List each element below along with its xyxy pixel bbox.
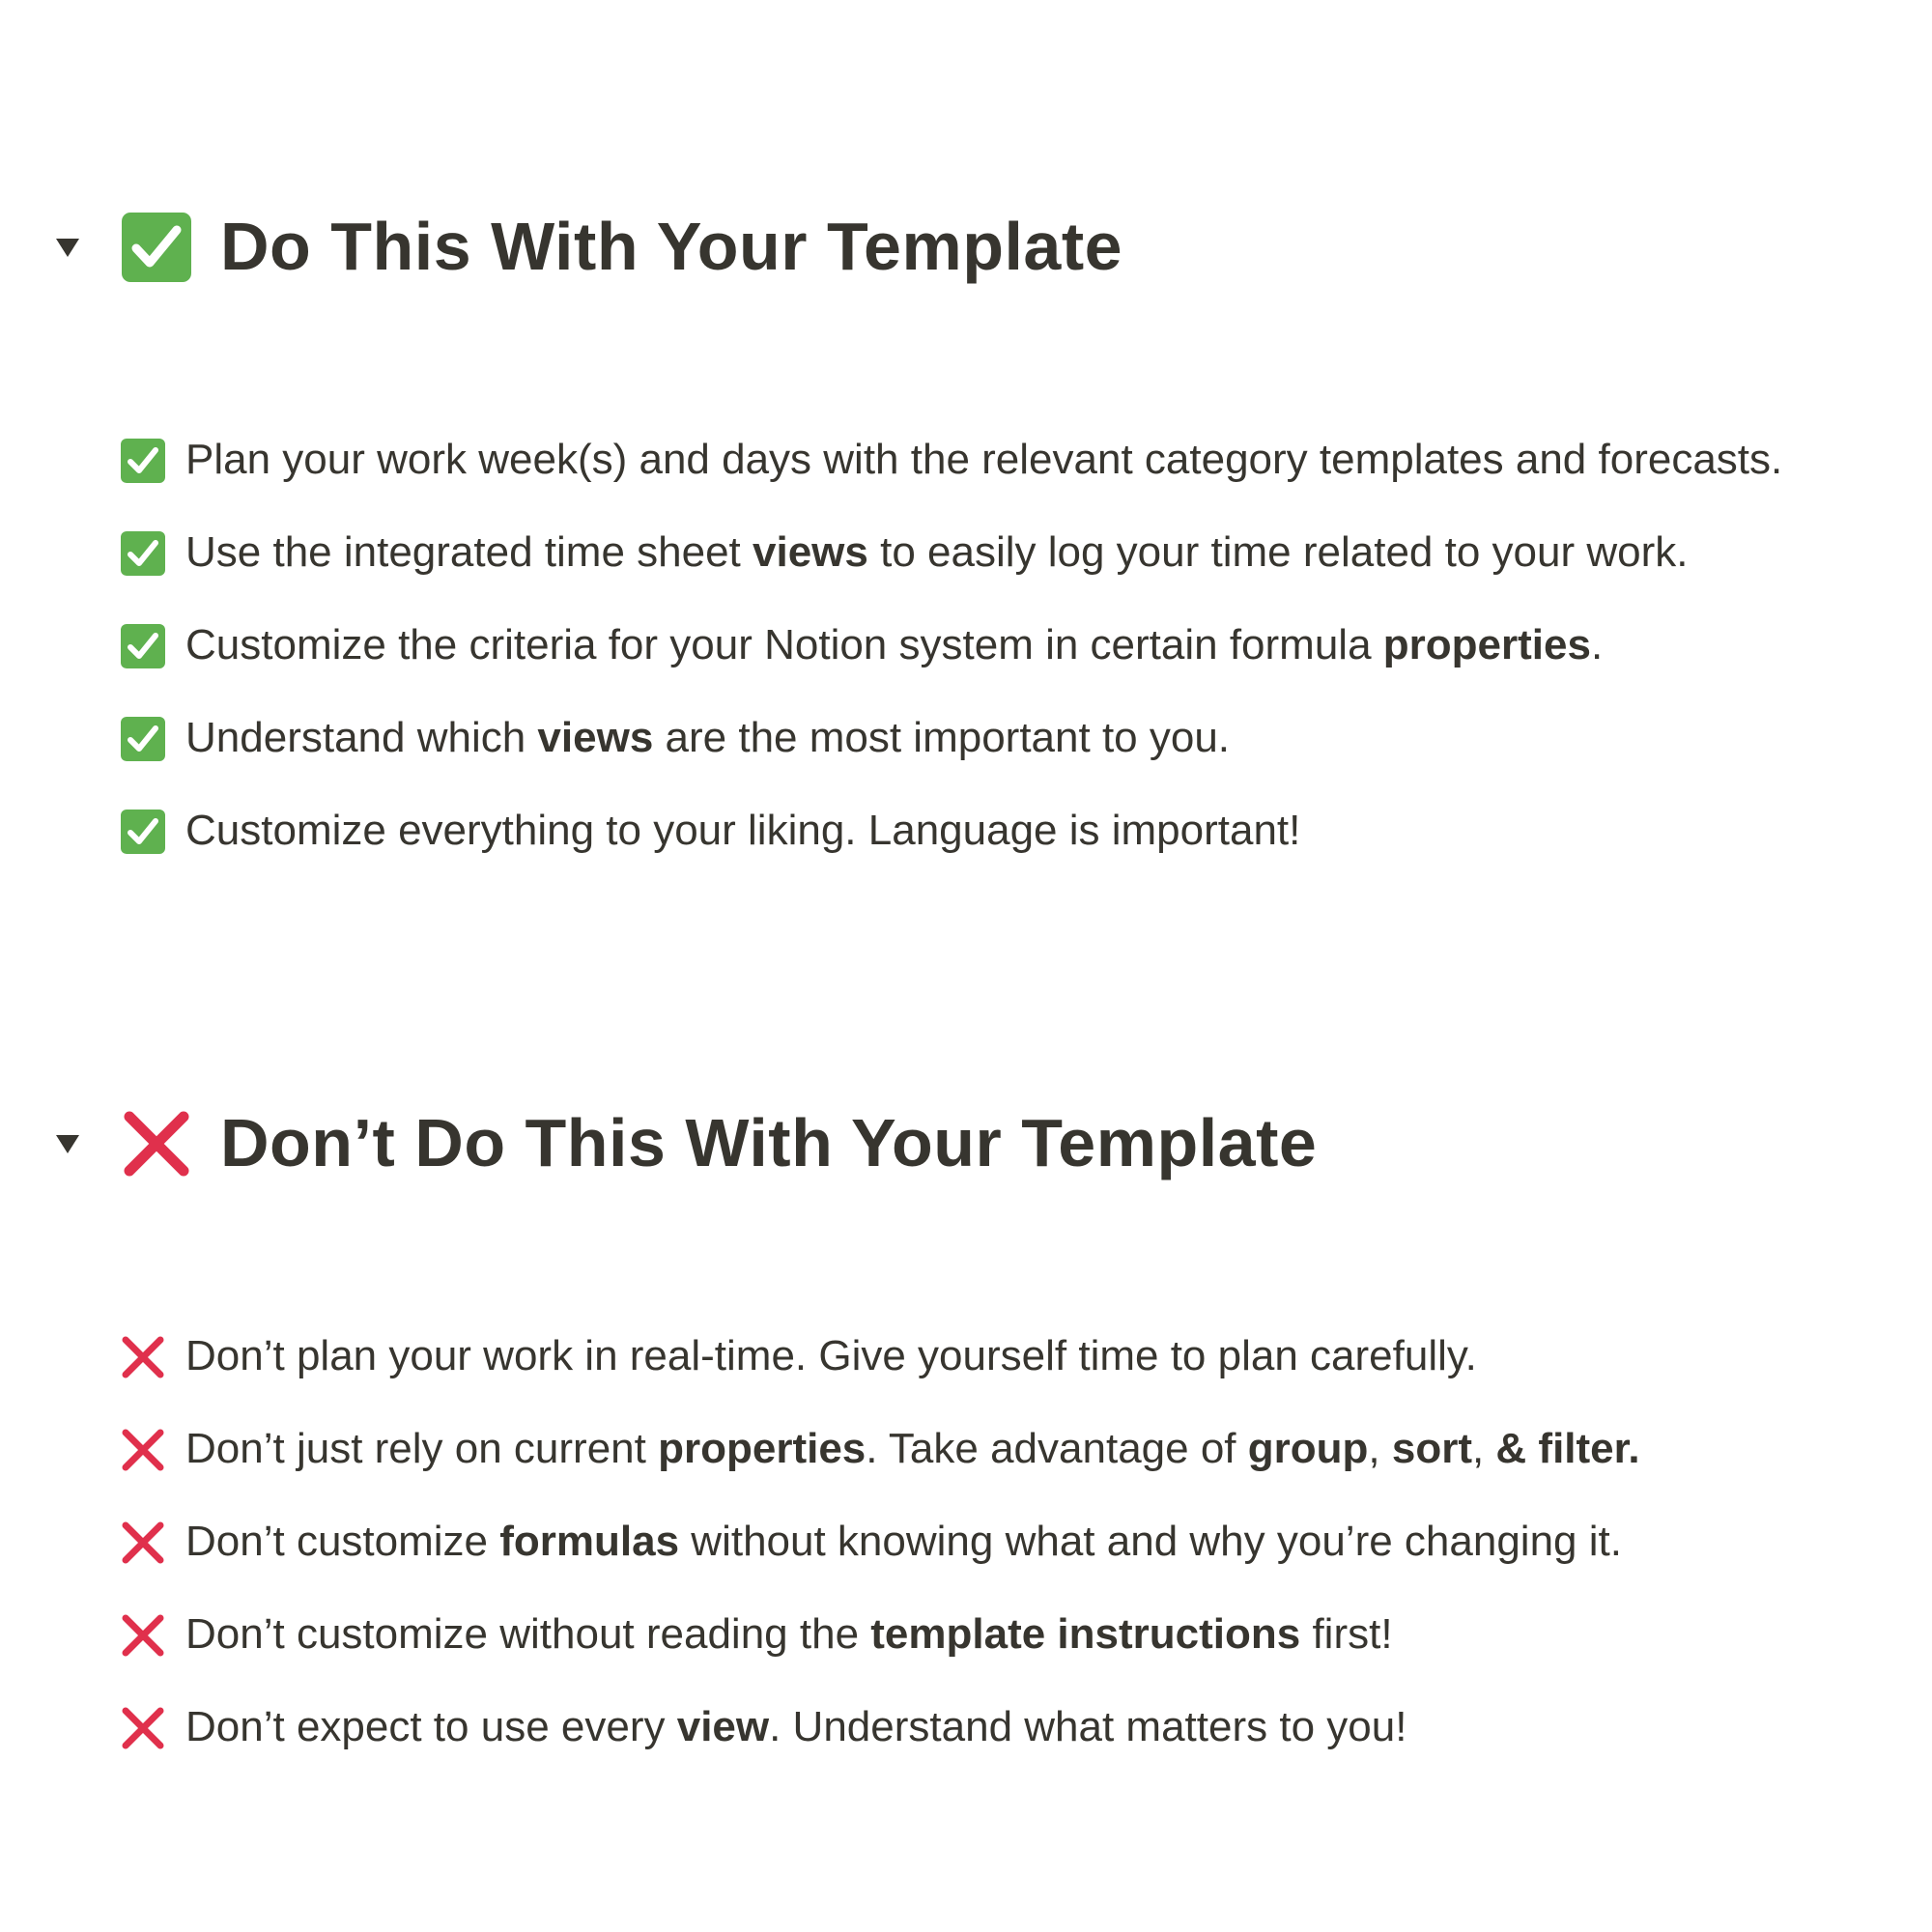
list-item-text — [185, 1681, 1406, 1774]
text-run: Customize everything to your liking. Language is important! — [185, 807, 1301, 854]
bold-text: sort — [1391, 1425, 1472, 1472]
text-run: first! — [1300, 1610, 1393, 1658]
list-item-text — [185, 1310, 1477, 1403]
text-run: Don’t customize without reading the — [185, 1610, 871, 1658]
cross-mark-icon — [120, 1107, 193, 1180]
do-list — [120, 413, 1917, 877]
bold-text: properties — [658, 1425, 867, 1472]
text-run: Use the integrated time sheet — [185, 528, 753, 576]
list-item — [120, 1310, 1917, 1403]
text-run: . Take advantage of — [866, 1425, 1248, 1472]
toggle-caret-icon[interactable] — [52, 1128, 83, 1159]
text-run: Plan your work week(s) and days with the relevant category templates and forecasts. — [185, 436, 1783, 483]
list-item-text — [185, 506, 1688, 599]
text-run: to easily log your time related to your work. — [867, 528, 1689, 576]
bold-text: formulas — [499, 1518, 680, 1565]
text-run: Understand which — [185, 714, 538, 761]
list-item — [120, 1403, 1917, 1495]
check-mark-button-icon — [120, 530, 166, 577]
list-item — [120, 1681, 1917, 1774]
check-mark-button-icon — [120, 716, 166, 762]
text-run: , — [1368, 1425, 1392, 1472]
check-mark-button-icon — [120, 438, 166, 484]
dont-toggle-section — [0, 1099, 1932, 1750]
cross-mark-icon — [120, 1427, 166, 1473]
dont-toggle-heading[interactable] — [0, 1099, 1932, 1186]
cross-mark-icon — [120, 1612, 166, 1659]
list-item — [120, 1588, 1917, 1681]
check-mark-button-icon — [120, 211, 193, 284]
list-item — [120, 1495, 1917, 1588]
toggle-caret-icon[interactable] — [52, 232, 83, 263]
dont-list — [120, 1310, 1917, 1774]
text-run: Don’t customize — [185, 1518, 500, 1565]
list-item — [120, 413, 1917, 506]
bold-text: template instructions — [870, 1610, 1301, 1658]
cross-mark-icon — [120, 1520, 166, 1566]
list-item — [120, 784, 1917, 877]
do-section-title: Do This With Your Template — [220, 209, 1123, 284]
text-run: Don’t plan your work in real-time. Give yourself time to plan carefully. — [185, 1332, 1477, 1379]
list-item-text — [185, 599, 1603, 692]
list-item-text — [185, 413, 1782, 506]
list-item — [120, 692, 1917, 784]
bold-text: group — [1247, 1425, 1369, 1472]
list-item-text — [185, 784, 1300, 877]
text-run: Don’t just rely on current — [185, 1425, 659, 1472]
check-mark-button-icon — [120, 623, 166, 669]
bold-text: & filter. — [1495, 1425, 1640, 1472]
list-item-text — [185, 1403, 1640, 1495]
text-run: without knowing what and why you’re changing it. — [679, 1518, 1622, 1565]
text-run: Customize the criteria for your Notion system in certain formula — [185, 621, 1383, 668]
bold-text: views — [753, 528, 868, 576]
dont-section-title: Don’t Do This With Your Template — [220, 1105, 1318, 1180]
text-run: are the most important to you. — [653, 714, 1231, 761]
cross-mark-icon — [120, 1705, 166, 1751]
bold-text: view — [676, 1703, 770, 1750]
text-run: Don’t expect to use every — [185, 1703, 677, 1750]
text-run: , — [1471, 1425, 1496, 1472]
do-toggle-heading[interactable] — [0, 203, 1932, 290]
cross-mark-icon — [120, 1334, 166, 1380]
list-item-text — [185, 692, 1230, 784]
bold-text: views — [537, 714, 654, 761]
list-item-text — [185, 1495, 1622, 1588]
text-run: . — [1590, 621, 1604, 668]
check-mark-button-icon — [120, 809, 166, 855]
list-item — [120, 506, 1917, 599]
bold-text: properties — [1382, 621, 1591, 668]
do-toggle-section — [0, 203, 1932, 854]
list-item-text — [185, 1588, 1393, 1681]
list-item — [120, 599, 1917, 692]
text-run: . Understand what matters to you! — [769, 1703, 1407, 1750]
